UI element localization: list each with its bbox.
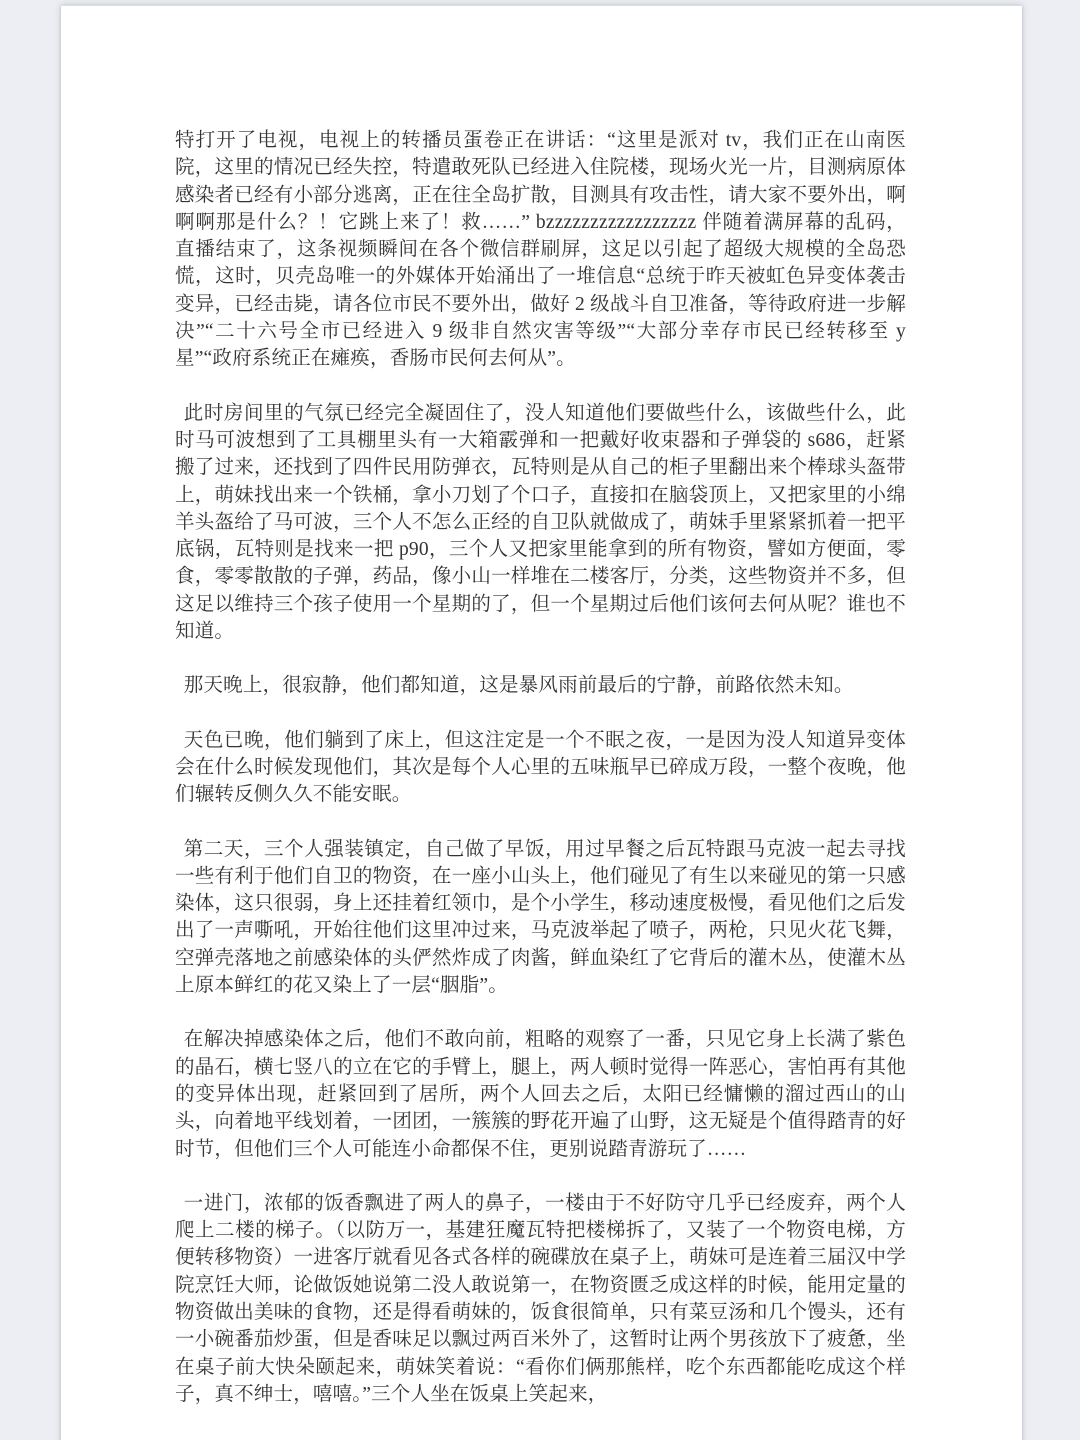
paragraph: 那天晚上，很寂静，他们都知道，这是暴风雨前最后的宁静，前路依然未知。 — [183, 675, 854, 697]
paragraph: 一进门，浓郁的饭香飘进了两人的鼻子，一楼由于不好防守几乎已经废弃，两个人爬上二楼的梯子。（以防万一，基建狂魔瓦特把楼梯拆了，又装了一个物资电梯，方便转移物资）一进客厅就看见各式各样的碗碟放在桌子上，萌妹可是连着三届汉中学院烹饪大师，论做饭她说第二没人敢说第一，在物资匮乏成这样的时候，能用定量的物资做出美味的食物，还是得看萌妹的，饭食很简单，只有菜豆汤和几个馒头，还有一小碗番茄炒蛋，但是香味足以飘过两百米外了，这暂时让两个男孩放下了疲惫，坐在桌子前大快朵颐起来，萌妹笑着说：“看你们俩那熊样，吃个东西都能吃成这个样子，真不绅士，嘻嘻。”三个人坐在饭桌上笑起来， — [175, 1192, 906, 1405]
paragraph: 特打开了电视，电视上的转播员蛋卷正在讲话：“这里是派对 tv，我们正在山南医院，这里的情况已经失控，特遣敢死队已经进入住院楼，现场火光一片，目测病原体感染者已经有小部分逃离，正在往全岛扩散，目测具有攻击性，请大家不要外出，啊啊啊那是什么？！它跳上来了！救……” bzzzzzzzzzzzzzzzzz 伴随着满屏幕的乱码，直播结束了，这条视频瞬间在各个微信群刷屏，这足以引起了超级大规模的全岛恐慌，这时，贝壳岛唯一的外媒体开始涌出了一堆信息“总统于昨天被虹色异变体袭击变异，已经击毙，请各位市民不要外出，做好 2 级战斗自卫准备，等待政府进一步解决”“二十六号全市已经进入 9 级非自然灾害等级”“大部分幸存市民已经转移至 y 星”“政府系统正在瘫痪，香肠市民何去何从”。 — [175, 130, 906, 370]
paragraph: 此时房间里的气氛已经完全凝固住了，没人知道他们要做些什么，该做些什么，此时马可波想到了工具棚里头有一大箱霰弹和一把戴好收束器和子弹袋的 s686，赶紧搬了过来，还找到了四件民用防弹衣，瓦特则是从自己的柜子里翻出来个棒球头盔带上，萌妹找出来一个铁桶，拿小刀划了个口子，直接扣在脑袋顶上，又把家里的小绵羊头盔给了马可波，三个人不怎么正经的自卫队就做成了，萌妹手里紧紧抓着一把平底锅，瓦特则是找来一把 p90，三个人又把家里能拿到的所有物资，譬如方便面，零食，零零散散的子弹，药品，像小山一样堆在二楼客厅，分类，这些物资并不多，但这足以维持三个孩子使用一个星期的了，但一个星期过后他们该何去何从呢？谁也不知道。 — [175, 402, 906, 643]
paragraph: 第二天，三个人强装镇定，自己做了早饭，用过早餐之后瓦特跟马克波一起去寻找一些有利于他们自卫的物资，在一座小山头上，他们碰见了有生以来碰见的第一只感染体，这只很弱，身上还挂着红领巾，是个小学生，移动速度极慢，看见他们之后发出了一声嘶吼，开始往他们这里冲过来，马克波举起了喷子，两枪，只见火花飞舞，空弹壳落地之前感染体的头俨然炸成了肉酱，鲜血染红了它背后的灌木丛，使灌木丛上原本鲜红的花又染上了一层“胭脂”。 — [175, 838, 906, 997]
paragraph: 天色已晚，他们躺到了床上，但这注定是一个不眠之夜，一是因为没人知道异变体会在什么时候发现他们，其次是每个人心里的五味瓶早已碎成万段，一整个夜晚，他们辗转反侧久久不能安眠。 — [175, 729, 906, 806]
document-page — [61, 5, 1022, 1440]
paragraph: 在解决掉感染体之后，他们不敢向前，粗略的观察了一番，只见它身上长满了紫色的晶石，横七竖八的立在它的手臂上，腿上，两人顿时觉得一阵恶心，害怕再有其他的变异体出现，赶紧回到了居所，两个人回去之后，太阳已经慵懒的溜过西山的山头，向着地平线划着，一团团，一簇簇的野花开遍了山野，这无疑是个值得踏青的好时节，但他们三个人可能连小命都保不住，更别说踏青游玩了…… — [175, 1029, 906, 1160]
page-content — [61, 6, 1022, 1408]
